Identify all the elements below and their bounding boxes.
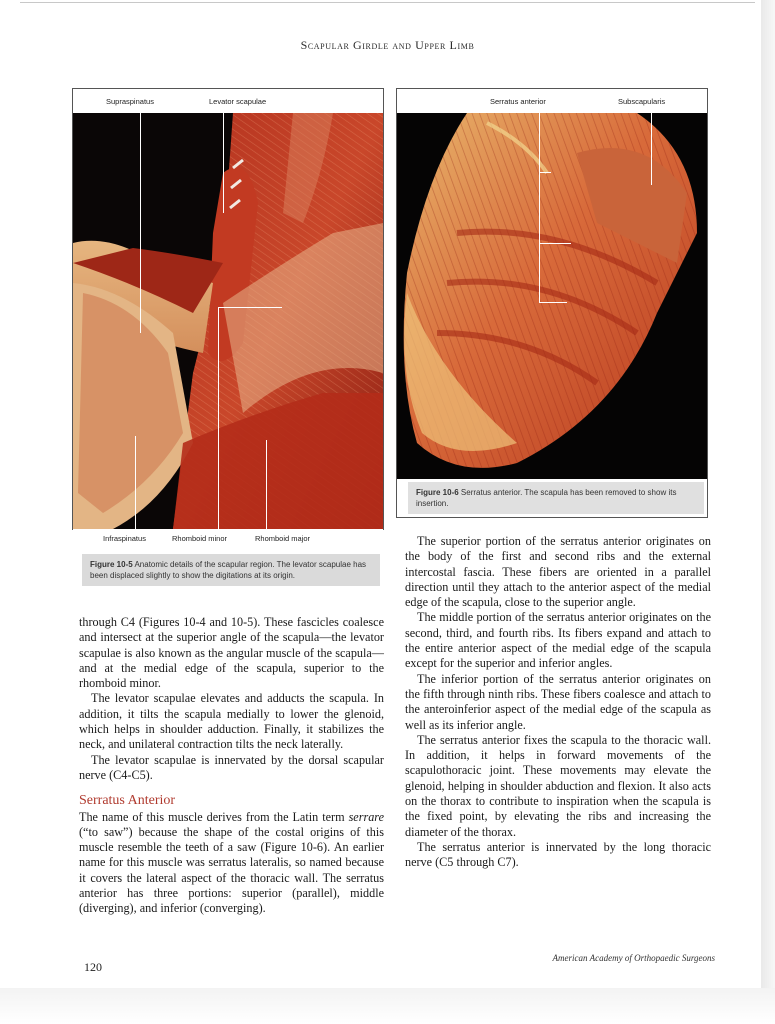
right-paragraph-1: The superior portion of the serratus anterior originates on the body of the first and second ribs and the external intercostal fascia. These fibers are oriented in a parallel direction until they attach to the anterior aspect of the medial edge of the scapula, close to the superior angle. [405,534,711,610]
scan-top-edge [20,2,755,3]
right-paragraph-3: The inferior portion of the serratus anterior originates on the fifth through ninth ribs. These fibers coalesce and attach to the anteroinferior aspect of the medial edge of the scapula as well as its inferior angle. [405,671,711,732]
leader-rhomboid-major [266,440,267,529]
left-paragraph-4 [79,810,384,917]
leader-rhomboid-minor-h [218,307,282,308]
left-paragraph-2: The levator scapulae elevates and adducts the scapula. In addition, it tilts the scapula medially to lower the glenoid, which helps in shoulder adduction. Finally, it stabilizes the neck, and unilateral contraction tilts the neck laterally. [79,691,384,752]
right-column [405,534,711,871]
right-paragraph-4: The serratus anterior fixes the scapula to the thoracic wall. In addition, it helps in forward movements of the scapulothoracic joint. These movements may elevate the glenoid, helping in shoulder abduction and flexion. It also acts on the thorax to contribute to inspiration when the scapula is the fixed point, by elevating the ribs and increasing the diameter of the thorax. [405,732,711,839]
figure-10-5-photo [73,113,383,529]
right-paragraph-5: The serratus anterior is innervated by the long thoracic nerve (C5 through C7). [405,839,711,870]
label-serratus-anterior: Serratus anterior [490,97,546,106]
figure-10-6-number: Figure 10-6 [416,488,459,497]
leader-serratus-upper [539,172,551,173]
leader-serratus-middle [539,243,571,244]
figure-10-6-caption [408,482,704,514]
label-supraspinatus: Supraspinatus [106,97,154,106]
left-column [79,615,384,917]
figure-10-6-caption-text: Serratus anterior. The scapula has been removed to show its insertion. [416,488,677,508]
label-levator-scapulae: Levator scapulae [209,97,267,106]
figure-10-5-caption-text: Anatomic details of the scapular region. The levator scapulae has been displaced slightly to show the digitations at its origin. [90,560,367,580]
footer-credit: American Academy of Orthopaedic Surgeons [552,953,715,963]
leader-serratus-lower [539,302,567,303]
scan-bottom-edge [0,988,775,1024]
figure-10-5-number: Figure 10-5 [90,560,133,569]
dissection-image-scapular-region [73,113,383,529]
dissection-image-serratus-anterior [397,113,707,479]
figure-10-5-caption [82,554,380,586]
left-paragraph-4-part-2: (“to saw”) because the shape of the costal origins of this muscle resemble the teeth of a saw (Figure 10-6). An earlier name for this muscle was serratus lateralis, so named because it covers the lateral aspect of the thoracic wall. The serratus anterior has three portions: superior (parallel), middle (diverging), and inferior (converging). [79,824,384,916]
scan-right-edge [761,0,775,1024]
left-paragraph-3: The levator scapulae is innervated by the dorsal scapular nerve (C4-C5). [79,752,384,782]
section-heading-serratus-anterior: Serratus Anterior [79,793,176,809]
leader-rhomboid-minor-v [218,307,219,529]
leader-serratus-anterior [539,113,540,303]
figure-10-6-photo [397,113,707,479]
right-paragraph-2: The middle portion of the serratus anterior originates on the second, third, and fourth ribs. Its fibers expand and attach to the entire anterior aspect of the medial edge of the scapula except for the superior and inferior angles. [405,610,711,671]
page-number: 120 [84,960,102,974]
running-head: Scapular Girdle and Upper Limb [300,38,475,52]
left-paragraph-4-latin-term: serrare [348,809,384,824]
left-paragraph-4-part-1: The name of this muscle derives from the Latin term [79,809,349,824]
leader-supraspinatus [140,113,141,333]
left-paragraph-1: through C4 (Figures 10-4 and 10-5). These fascicles coalesce and intersect at the superior angle of the scapula—the levator scapulae is also known as the angular muscle of the scapula—and at the medial edge of the scapula, superior to the rhomboid minor. [79,615,384,691]
label-rhomboid-major: Rhomboid major [255,534,311,543]
leader-levator-scapulae [223,113,224,213]
label-rhomboid-minor: Rhomboid minor [172,534,228,543]
label-subscapularis: Subscapularis [618,97,666,106]
leader-subscapularis [651,113,652,185]
leader-infraspinatus [135,436,136,529]
label-infraspinatus: Infraspinatus [103,534,146,543]
